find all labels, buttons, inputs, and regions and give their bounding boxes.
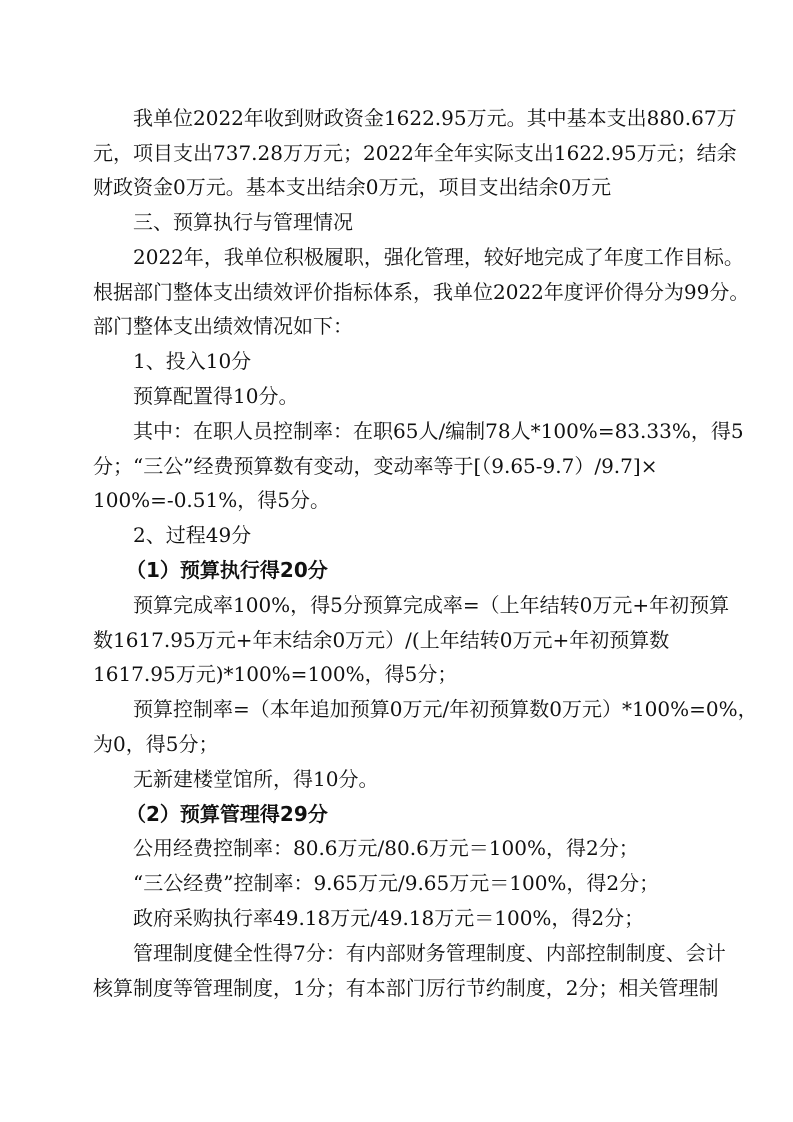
paragraph-line: 预算配置得10分。	[133, 384, 299, 408]
paragraph-line: 为0，得5分；	[93, 732, 219, 756]
paragraph-line: 分；“三公”经费预算数有变动，变动率等于[（9.65-9.7）/9.7]×	[93, 454, 658, 478]
paragraph-line: 管理制度健全性得7分：有内部财务管理制度、内部控制制度、会计	[133, 941, 726, 965]
paragraph-line: 核算制度等管理制度，1分；有本部门厉行节约制度，2分；相关管理制	[93, 976, 719, 1000]
paragraph-line: 部门整体支出绩效情况如下：	[93, 314, 353, 338]
paragraph-line: 政府采购执行率49.18万元/49.18万元＝100%，得2分；	[133, 906, 645, 930]
section-heading: 三、预算执行与管理情况	[133, 210, 353, 234]
paragraph-line: 无新建楼堂馆所，得10分。	[133, 767, 379, 791]
paragraph-line: 根据部门整体支出绩效评价指标体系，我单位2022年度评价得分为99分。	[93, 280, 750, 304]
paragraph-line: 我单位2022年收到财政资金1622.95万元。其中基本支出880.67万	[133, 106, 737, 130]
paragraph-line: 元，项目支出737.28万万元；2022年全年实际支出1622.95万元；结余	[93, 141, 737, 165]
paragraph-line: 公用经费控制率：80.6万元/80.6万元＝100%，得2分；	[133, 836, 639, 860]
paragraph-line: 2022年，我单位积极履职，强化管理，较好地完成了年度工作目标。	[133, 245, 744, 269]
paragraph-line: 财政资金0万元。基本支出结余0万元，项目支出结余0万元	[93, 175, 612, 199]
paragraph-line: “三公经费”控制率：9.65万元/9.65万元＝100%，得2分；	[133, 871, 660, 895]
subsection-heading: 1、投入10分	[133, 349, 252, 373]
paragraph-line: 预算控制率=（本年追加预算0万元/年初预算数0万元）*100%=0%，	[133, 697, 758, 721]
paragraph-line: 1617.95万元)*100%=100%，得5分；	[93, 662, 458, 686]
bold-heading: （1）预算执行得20分	[126, 558, 328, 582]
paragraph-line: 100%=-0.51%，得5分。	[93, 488, 330, 512]
paragraph-line: 其中：在职人员控制率：在职65人/编制78人*100%=83.33%，得5	[133, 419, 744, 443]
subsection-heading: 2、过程49分	[133, 523, 252, 547]
bold-heading: （2）预算管理得29分	[126, 802, 328, 826]
paragraph-line: 预算完成率100%，得5分预算完成率=（上年结转0万元+年初预算	[133, 593, 730, 617]
paragraph-line: 数1617.95万元+年末结余0万元）/(上年结转0万元+年初预算数	[93, 628, 670, 652]
